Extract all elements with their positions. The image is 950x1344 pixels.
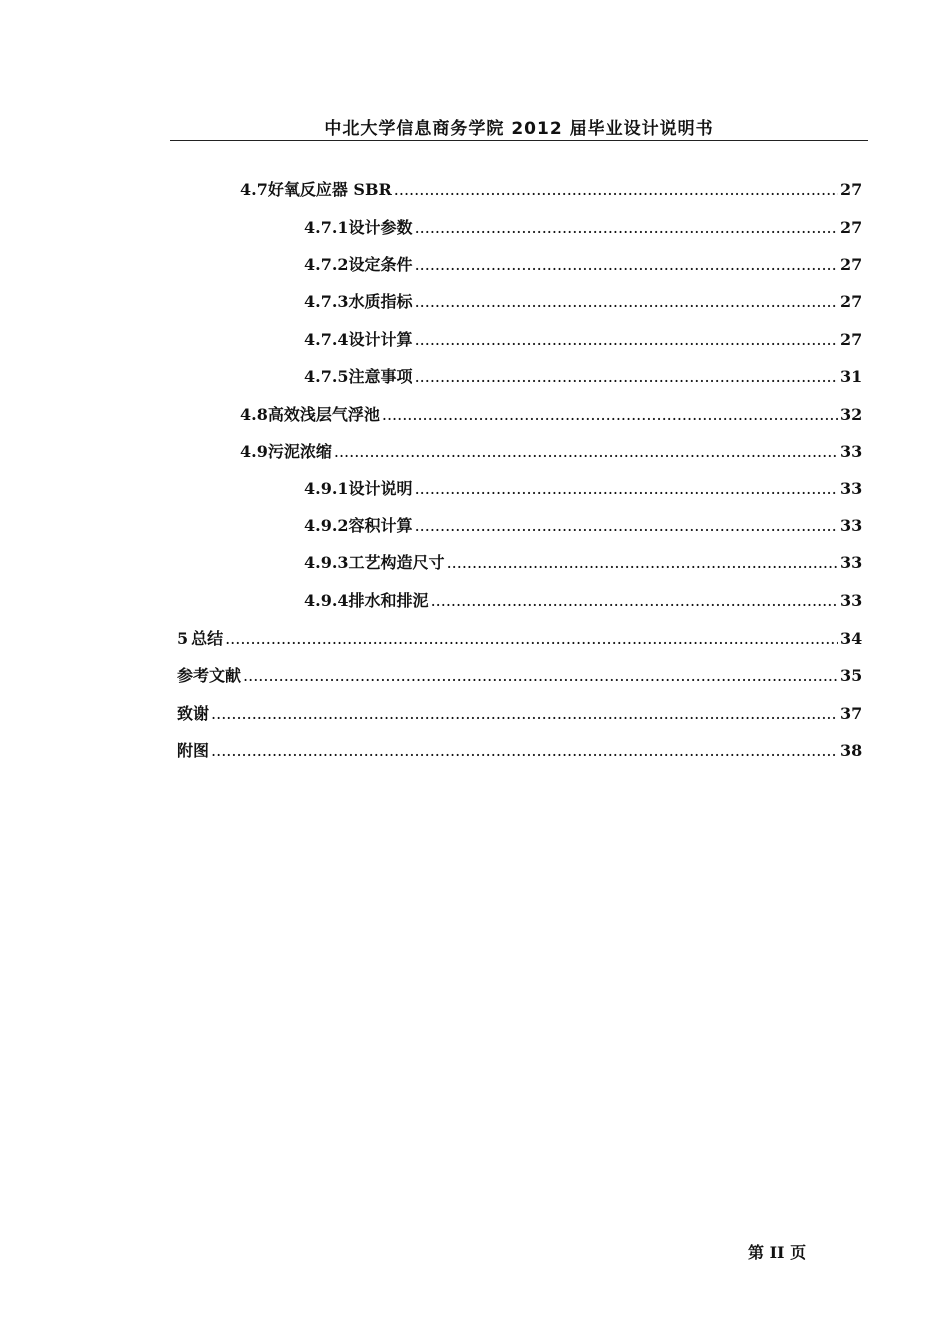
toc-entry-title: 参考文献 [177,666,242,685]
toc-entry-number: 4.8 [240,405,268,424]
toc-entry-number: 4.9.3 [304,553,349,572]
toc-entry-page: 33 [840,591,863,610]
toc-entry-page: 38 [840,741,863,760]
toc-entry-title: 附图 [177,741,210,760]
toc-entry-title: 水质指标 [348,292,413,311]
toc-entry-number: 4.7.4 [304,330,349,349]
toc-entry-4-9-3[interactable] [304,550,863,574]
toc-entry-page: 35 [840,666,863,685]
toc-leader-dots [415,255,838,274]
toc-entry-title: 高效浅层气浮池 [267,405,380,424]
toc-leader-dots [243,666,838,685]
toc-entry-page: 32 [840,405,863,424]
toc-entry-page: 33 [840,553,863,572]
toc-entry-title: 致谢 [177,704,210,723]
toc-entry-title: 设计参数 [348,218,413,237]
toc-entry-5[interactable] [177,626,863,650]
toc-entry-title: 设计说明 [348,479,413,498]
toc-entry-4-9-2[interactable] [304,513,863,537]
toc-entry-page: 27 [840,218,863,237]
toc-leader-dots [415,367,838,386]
toc-entry-4-9-4[interactable] [304,588,863,612]
toc-leader-dots [415,330,838,349]
toc-entry-title: 好氧反应器 SBR [267,180,392,199]
toc-entry-page: 27 [840,292,863,311]
toc-entry-page: 27 [840,255,863,274]
toc-entry-page: 33 [840,442,863,461]
toc-entry-page: 34 [840,629,863,648]
toc-entry-number: 4.9.1 [304,479,349,498]
toc-entry-number: 4.9 [240,442,268,461]
toc-entry-page: 33 [840,479,863,498]
toc-entry-number: 4.7.2 [304,255,349,274]
toc-entry-4-7-3[interactable] [304,289,863,313]
toc-entry-title: 容积计算 [348,516,413,535]
toc-entry-page: 33 [840,516,863,535]
toc-entry-number: 4.7 [240,180,268,199]
toc-entry-title: 总结 [191,629,224,648]
toc-entry-number: 4.7.5 [304,367,349,386]
header-rule [170,140,868,141]
toc-leader-dots [415,218,838,237]
toc-entry-title: 注意事项 [348,367,413,386]
toc-entry-page: 27 [840,180,863,199]
toc-entry-appendix-figures[interactable] [177,738,863,762]
toc-entry-number: 4.7.1 [304,218,349,237]
toc-leader-dots [415,479,838,498]
toc-entry-title: 设计计算 [348,330,413,349]
toc-leader-dots [447,553,838,572]
toc-entry-4-7-2[interactable] [304,252,863,276]
toc-entry-4-7-1[interactable] [304,215,863,239]
toc-entry-number: 4.9.4 [304,591,349,610]
toc-entry-title: 设定条件 [348,255,413,274]
toc-leader-dots [382,405,838,424]
toc-leader-dots [225,629,838,648]
toc-leader-dots [394,180,838,199]
toc-entry-4-9-1[interactable] [304,476,863,500]
toc-entry-acknowledgements[interactable] [177,701,863,725]
toc-entry-4-8[interactable] [240,402,863,426]
toc-entry-4-7-5[interactable] [304,364,863,388]
page-number-footer: 第 II 页 [748,1243,807,1262]
toc-leader-dots [211,741,838,760]
toc-entry-4-9[interactable] [240,439,863,463]
toc-entry-number: 5 [177,629,189,648]
toc-entry-title: 排水和排泥 [348,591,429,610]
toc-leader-dots [334,442,838,461]
toc-entry-title: 污泥浓缩 [267,442,332,461]
toc-leader-dots [211,704,838,723]
toc-entry-page: 37 [840,704,863,723]
toc-entry-page: 27 [840,330,863,349]
toc-entry-number: 4.9.2 [304,516,349,535]
toc-leader-dots [415,516,838,535]
toc-entry-page: 31 [840,367,863,386]
toc-entry-4-7-4[interactable] [304,327,863,351]
toc-entry-4-7[interactable] [240,177,863,201]
toc-entry-number: 4.7.3 [304,292,349,311]
toc-entry-references[interactable] [177,663,863,687]
toc-entry-title: 工艺构造尺寸 [348,553,445,572]
toc-leader-dots [415,292,838,311]
toc-leader-dots [431,591,838,610]
page-header-title: 中北大学信息商务学院 2012 届毕业设计说明书 [324,119,714,139]
